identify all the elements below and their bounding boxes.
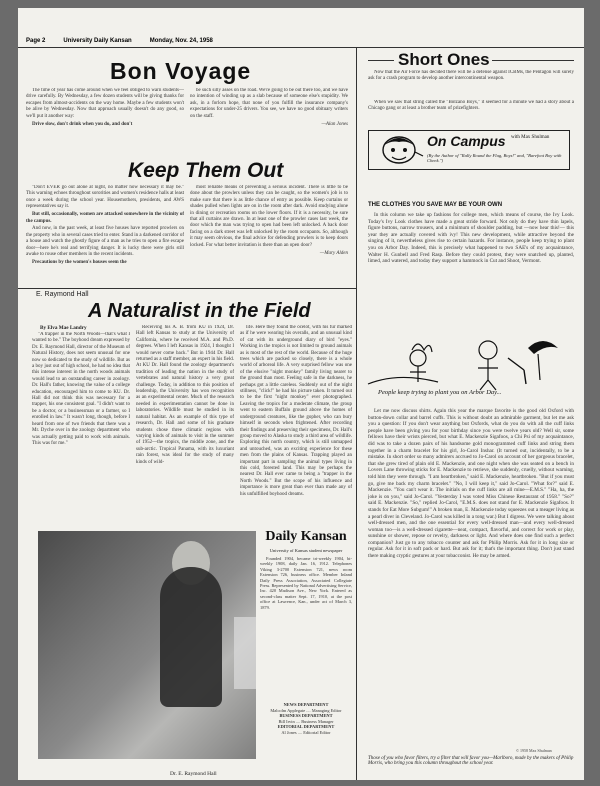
cartoon-caption: People keep trying to plant you on Arbor Day... <box>378 389 502 396</box>
header-rule <box>18 47 584 48</box>
bon-voyage-col2: be such silly asses on the road. We're going to be out there too, and we have no intention of winding up as a slab because of someone else's stupidity. We ask, in a forlorn hope, that none of you fulfill the insurance company's expectations for under-25 drivers. You see, we have no good obituary writers on the staff. —Alan Jones <box>190 88 348 127</box>
on-campus-subtitle: (By the Author of "Rally Round the Flag, Boys!" and, "Barefoot Boy with Cheek.") <box>427 153 562 163</box>
naturalist-col3: life. Here they found the ocelot, with his fur marked as if he were wearing his overalls, and an unusual kind of cat with its underground diary of bird "eyes." Working in the tropics is not limited to ground animals as is most of the rest of the world. Because of the huge trees which are packed so closely, there is a whole world of arboreal life. A very surprised fellow was one of the elusive "night monkey" family living nearer to the ground than most. Feeling safe in the darkness, he perhaps got a little careless. Suddenly out of the night stillness, "click!" he had his picture taken. It turned out to be the first "night monkey" ever photographed. Leaving the tropics for a moderate climate, the group went to eastern Buffalo ground above the homes of underground creatures, like the gopher, who can bury himself in seconds when frightened. After recording their findings and preserving their specimens, Dr. Hall's group moved to Alaska to study a third area of wildlife. Exploring this north country, which is still unmapped and untouched, was an exciting experience for these men from the plains of Kansas. Trapping played an important part in sampling the animal types living in this cold, forested land. This may be perhaps the nearest Dr. Hall ever came to being a "trapper in the North Woods." But the scope of his influence and importance is more great than ever than made any of his unfulfilled boyhood dreams. <box>240 325 352 497</box>
on-campus-para1: In this column we take up fashions for college men, which means of course, the Ivy Look. Today's Ivy Look clothes have made a great stride forward. Not only do they have thin lapels, figure buttons, narrow trousers, and a minimum of shoulder padding, but —now hear this!— this year they are actually covered with ivy! This new development, while attractive beyond the singing of it, nevertheless gives rise to certain hazards. For instance, people keep trying to plant you on Arbor Day. Indeed, this is precisely what happened to two SAE's of my acquaintance, Walter H. Gunbell and Fred Rasp. Before they could protest, they were snatched up, planted, limed, and watered, and today they support a hammock in Cut and Shoot, Vermont. <box>368 212 574 265</box>
short-ones-item2: When we saw that string called the "Bolzano Boys," it seemed for a minute we had a story about a Chicago gang or at least a brother team of prizefighters. <box>368 100 574 112</box>
naturalist-col2: Receiving his A. B. from KU in 1924, Dr. Hall left Kansas to study at the University of California, where he received M.A. and Ph.D. degrees. When I left Kansas in 1924, I thought I would never come back." But in 1944 Dr. Hall returned as a staff member, an expert in his field. At KU Dr. Hall found the zoology department's tradition of leading the nation in the study of vertebrates and natural history a very great challenge. Today, in addition to this position of leadership, the University has won recognition as an experimental center. Much of the research needed in experimentation cannot be done in laboratories. Wildlife must be studied in its natural habitat. As an example of this type of research, Dr. Hall and some of his graduate students chose three climatic regions with varying kinds of animals to visit in the summer of 1952—the tropics, the middle zone, and the sub-arctic. Tropical Panama, with its luxuriant rain forest, was ideal for the study of many kinds of wild- <box>136 325 234 465</box>
bon-voyage-headline: Bon Voyage <box>110 58 252 84</box>
column-heading: THE CLOTHES YOU SAVE MAY BE YOUR OWN <box>368 202 503 208</box>
short-ones-item1: Now that the Air Force has decided there will be a defense against ICBMs, the Pentagon will surely ask for a crash program to develop another intercontinental weapon. <box>368 70 574 82</box>
short-ones-rule-left <box>368 60 394 61</box>
issue-date: Monday, Nov. 24, 1958 <box>149 38 213 44</box>
masthead-body: Founded 1904, became tri-weekly 1904, bi-weekly 1908, daily Jan. 16, 1912. Telephones Viking 3-2700 Extension 721, news room Extension 726, business office. Member Inland Daily Press Association, Associated Collegiate Press. Represented by National Advertising Service, Inc. 420 Madison Ave., New York. Entered as second-class matter Sept. 17, 1910, at the post office at Lawrence, Kan., under act of March 3, 1879. <box>260 556 352 610</box>
section-rule <box>18 288 356 289</box>
on-campus-author: with Max Shulman <box>511 135 550 140</box>
bon-voyage-col1: The time of year has come around when we feel obliged to warn students—drive carefully. By Wednesday, a few dozen students will be giving thanks for escapes from almost-accidents on the way home. Maybe a few students won't be alive by Wednesday. Now that approach usually doesn't do any good, so we'll put it another way: Drive slow, don't drink when you do, and don't <box>26 88 184 127</box>
copyright-notice: © 1958 Max Shulman <box>516 748 552 753</box>
naturalist-col1: "A trapper in the North Woods—that's what I wanted to be." The boyhood dream expressed by Dr. E. Raymond Hall, director of the Museum of Natural History, does not seem unusual for one now so dedicated to the study of wildlife. But as a boy just out of high school, he had no idea that this intense interest in the north woods animals would lead to an outstanding career in zoology. Dr. Hall's father, knowing the value of a college education, encouraged him to come to KU. Dr. Hall did not think this was necessary for a trapper, his one consistent goal. "I didn't want to be a doctor, or a businessman or a farmer, so I enrolled in law." It wasn't long, though, before I heard from one of two friends that there was a Mr. Dyche over in the zoology department who was actually getting paid to work with animals. This was for me." <box>32 332 130 446</box>
masthead-title: Daily Kansan <box>265 529 347 544</box>
paper-name: University Daily Kansan <box>63 38 132 44</box>
masthead-subtitle: University of Kansas student newspaper <box>269 548 343 553</box>
keep-them-out-col1: "Don't EVER go out alone at night, no matter how necessary it may be." This warning echoes throughout sororities and women's residence halls at least once a week during the school year. Housemothers, presidents, and AWS representatives say it. But still, occasionally, women are attacked somewhere in the vicinity of the campus. And now, in the past week, at least five houses have reported prowlers on the property who in several cases tried to enter. Stand in a darkened corridor of a house and watch the ghostly figure of a man as he tries to open a fire escape door—here he's real and terrifying danger. It is lucky there were girls still awake to rouse other members in the recent incidents. Precautions by the women's houses seem the <box>26 185 184 265</box>
photo-caption: Dr. E. Raymond Hall <box>170 771 217 777</box>
naturalist-byline: By Elva Mae Landry <box>40 325 87 331</box>
on-campus-title: On Campus <box>427 133 506 149</box>
keep-them-out-headline: Keep Them Out <box>128 159 284 182</box>
masthead-staff: NEWS DEPARTMENT Malcolm Applegate .... Managing Editor BUSINESS DEPARTMENT Bill Irvin .... Business Manager EDITORIAL DEPARTMENT Al Jones .... Editorial Editor <box>270 702 342 735</box>
short-ones-rule-right <box>492 60 574 61</box>
page-header <box>26 38 576 44</box>
naturalist-kicker: E. Raymond Hall <box>36 291 89 298</box>
photo-subject-body <box>160 567 222 707</box>
newspaper-page <box>18 8 584 780</box>
keep-them-out-col2: most reliable means of preventing a serious incident. There is little to be done about the prowlers unless they can be caught, so the women's job is to make sure that there is as little chance of entry as possible. Keep curtains or shades pulled when lights are on in the room after dark. Avoid studying alone in dining or recreation rooms on the lower floors. If it is a necessity, be sure that all curtains are drawn. In at least one of the prowler cases last week, the door which the man was trying to open had been left unlocked. A back door facing on a dark street was left unlocked by the room occupants. So, although it may seem obvious, the final advice for defending prowlers is to keep doors locked. For what better invitation is there than an open door? —Mary Alden <box>190 185 348 256</box>
page-number: Page 2 <box>26 38 46 44</box>
short-ones-headline: Short Ones <box>398 50 490 69</box>
naturalist-headline: A Naturalist in the Field <box>88 300 311 322</box>
on-campus-para2: Let me now discuss shirts. Again this year the marque favorite is the good old Oxford with button-down collar and barrel cuffs. This is without doubt an admirable garment, but let me ask you a question: If you don't wear anything but Oxfords, what do you do with all the cuff links people have been giving you for your birthday since you were twelve years old? Well sir, some fellows have their wrists pierced, but what E. Mackenzie Sigafoos, a Chi Psi of my acquaintance, did was to take a dozen pairs of his handsome gold monogrammed cuff links and string them together in a charm bracelet for his girl, Jo-Carol Inshar. (It turned out, incidentally, to be a mistake. In short order so many admirers accrued to Jo-Carol on account of her gorgeous bracelet, that she grew tired of plain old E. Mackenzie, and one night when she was seated on a bench in Lovers Lane throwing sticks for E. Mackenzie to retrieve, she suddenly, cruelly, without warning, told him they were through. "I am heartbroken," said E. Mackenzie, heartbroken. "But if you must go, give me back my charm bracelet." "No, I will keep it," said Jo-Carol. "What for?" said E. Mackenzie. "You can't wear it. The initials on the cuff links are all mine—E.M.S." "Ha, ha, the joke is on you," said Jo-Carol. "Yesterday I was voted Miss Chinese Restaurant of 1958." "So?" said E. Mackenzie. "So," replied Jo-Carol, "E.M.S. does not stand for E. Mackenzie Sigafoos. It stands for Eat More Subgum!" A broken man, E. Mackenzie today squeezes out a meager living as a pearl diver in Cleveland. Jo-Carol was killed in a tong war.) But I digress. We were talking about well-dressed men, and the one essential for every well-dressed man—and every well-dressed woman too—is a well-dressed cigarette—neat, compact, flavorful, and correct for work or play, sunshine or shower, repose or revelry, darkness or light. And where does one find such a perfect companion? Just go to any tobacco counter and ask for Philip Morris. Ask for it in long size or regular. Ask for it in soft pack or hard. But ask for it; that's the important thing. Don't just stand there making cryptic gestures at your tobacconist. He may be armed. <box>368 408 574 560</box>
caricature-icon <box>374 132 424 168</box>
column-divider <box>356 48 357 780</box>
sponsor-footer: Those of you who favor filters, try a filter that will favor you—Marlboro, made by the makers of Philip Morris, who bring you this column throughout the school year. <box>368 756 574 766</box>
